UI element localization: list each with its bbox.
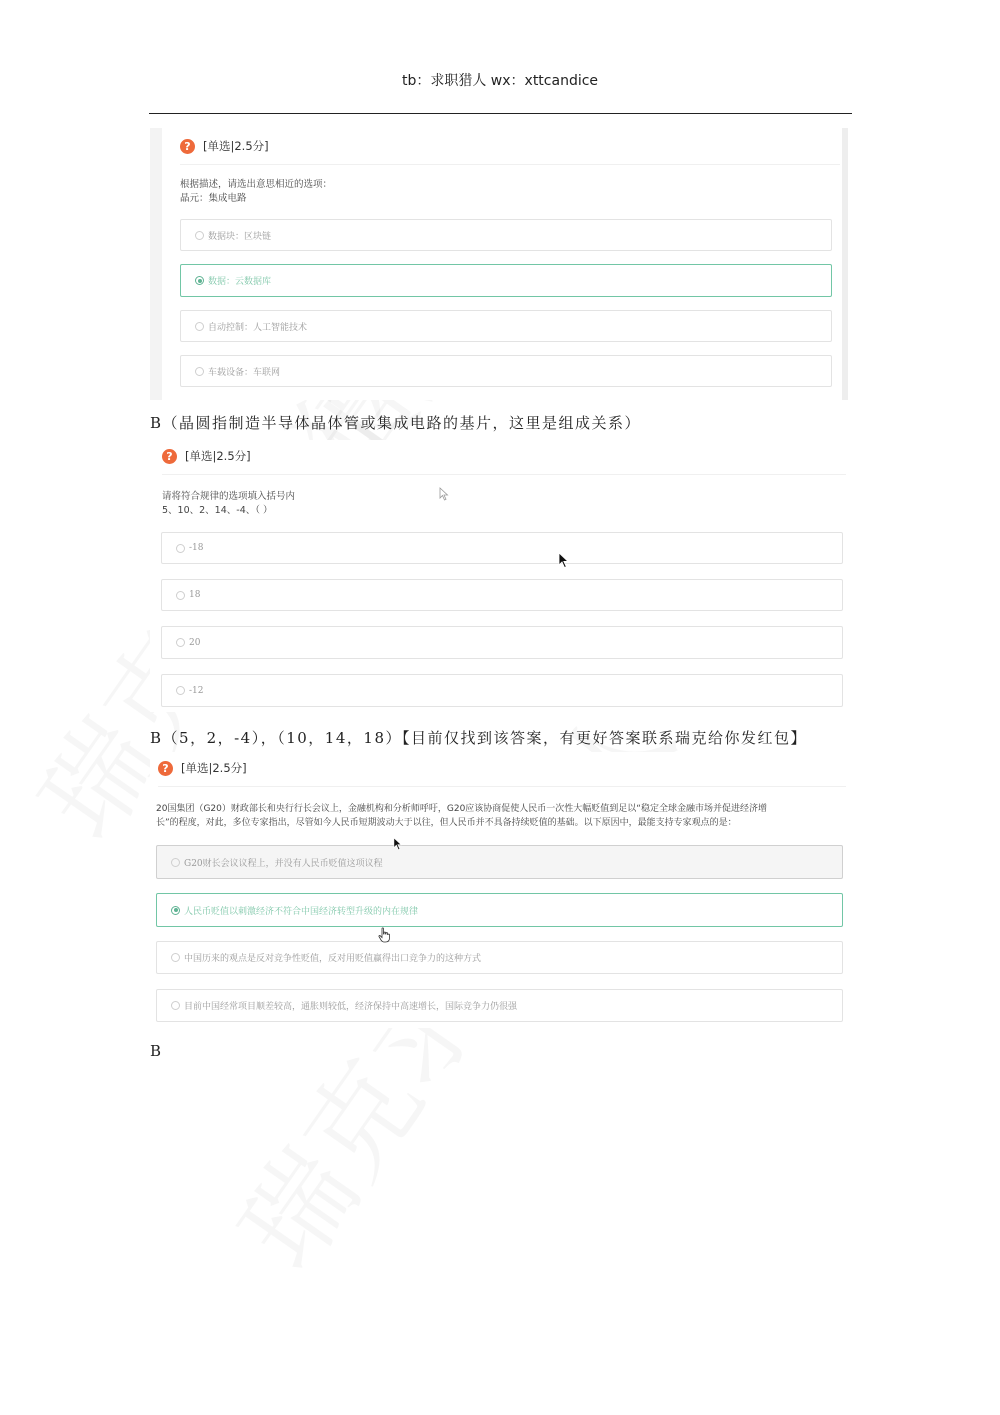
question-text xyxy=(180,178,332,206)
radio-icon[interactable] xyxy=(171,953,180,962)
option-label: G20财长会议议程上，并没有人民币贬值这项议程 xyxy=(184,858,383,869)
question-text xyxy=(156,802,846,830)
option-b[interactable] xyxy=(161,579,843,611)
option-c[interactable] xyxy=(156,941,843,974)
question-type-tag: [单选|2.5分] xyxy=(185,449,251,463)
question-line: 请将符合规律的选项填入括号内 xyxy=(162,491,296,502)
page-header: tb：求职猎人 wx：xttcandice xyxy=(401,73,599,89)
option-label: 目前中国经常项目顺差较高，通胀则较低，经济保持中高速增长，国际竞争力仍很强 xyxy=(184,1002,518,1012)
option-d[interactable] xyxy=(156,989,843,1022)
radio-icon[interactable] xyxy=(171,1001,180,1010)
question-card-2 xyxy=(150,440,848,712)
radio-checked-icon[interactable] xyxy=(195,276,204,285)
option-label: -18 xyxy=(189,543,204,553)
option-label: 数据：云数据库 xyxy=(208,277,272,287)
radio-icon[interactable] xyxy=(176,686,185,695)
question-type-tag: [单选|2.5分] xyxy=(181,761,247,775)
option-label: -12 xyxy=(189,685,204,696)
question-text xyxy=(162,490,295,518)
answer-text-2: B（5，2，-4），（10，14，18）【目前仅找到该答案，有更好答案联系瑞克给你发红包】 xyxy=(150,729,807,747)
option-b[interactable] xyxy=(180,264,832,297)
option-label: 18 xyxy=(189,590,201,600)
option-d[interactable] xyxy=(180,355,832,387)
help-icon: ? xyxy=(158,761,173,776)
question-line: 5、10、2、14、-4、（ ） xyxy=(162,505,273,516)
question-header xyxy=(180,138,269,154)
help-icon: ? xyxy=(162,449,177,464)
radio-icon[interactable] xyxy=(195,367,204,376)
option-label: 中国历来的观点是反对竞争性贬值，反对用贬值赢得出口竞争力的这种方式 xyxy=(184,954,482,964)
question-card-1 xyxy=(150,128,848,400)
radio-icon[interactable] xyxy=(176,638,185,647)
question-header xyxy=(158,760,247,776)
option-b[interactable] xyxy=(156,893,843,927)
question-line: 长”的程度，对此，多位专家指出，尽管如今人民币短期波动大于以往，但人民币并不具备持续贬值的基础。以下原因中，最能支持专家观点的是： xyxy=(156,818,737,828)
option-c[interactable] xyxy=(161,626,843,659)
radio-icon[interactable] xyxy=(176,591,185,600)
question-line: 20国集团（G20）财政部长和央行行长会议上，金融机构和分析师呼吁，G20应该协商促使人民币一次性大幅贬值到足以“稳定全球金融市场并促进经济增 xyxy=(156,804,767,814)
divider xyxy=(158,786,846,787)
option-label: 数据块：区块链 xyxy=(208,231,272,242)
cursor-arrow-icon xyxy=(393,837,403,851)
cursor-arrow-icon xyxy=(558,552,570,569)
option-a[interactable] xyxy=(180,219,832,251)
option-label: 自动控制：人工智能技术 xyxy=(208,322,308,333)
option-label: 车载设备：车联网 xyxy=(208,367,281,378)
answer-text-1: B（晶圆指制造半导体晶体管或集成电路的基片，这里是组成关系） xyxy=(150,414,642,432)
cursor-outline-icon xyxy=(439,487,449,501)
option-label: 20 xyxy=(189,637,201,648)
help-icon: ? xyxy=(180,139,195,154)
option-a[interactable] xyxy=(156,845,843,879)
radio-checked-icon[interactable] xyxy=(171,906,180,915)
radio-icon[interactable] xyxy=(171,858,180,867)
radio-icon[interactable] xyxy=(176,544,185,553)
option-label: 人民币贬值以刺激经济不符合中国经济转型升级的内在规律 xyxy=(184,906,419,917)
hand-pointer-icon xyxy=(378,927,391,943)
question-line: 晶元：集成电路 xyxy=(180,193,247,204)
option-c[interactable] xyxy=(180,310,832,342)
radio-icon[interactable] xyxy=(195,231,204,240)
question-type-tag: [单选|2.5分] xyxy=(203,139,269,153)
option-d[interactable] xyxy=(161,674,843,707)
question-line: 根据描述，请选出意思相近的选项： xyxy=(180,179,333,190)
answer-text-3: B xyxy=(150,1042,163,1060)
divider xyxy=(180,164,840,165)
header-divider xyxy=(149,113,852,114)
question-header xyxy=(162,448,251,464)
divider xyxy=(162,474,846,475)
radio-icon[interactable] xyxy=(195,322,204,331)
question-card-3 xyxy=(150,752,848,1028)
option-a[interactable] xyxy=(161,532,843,564)
